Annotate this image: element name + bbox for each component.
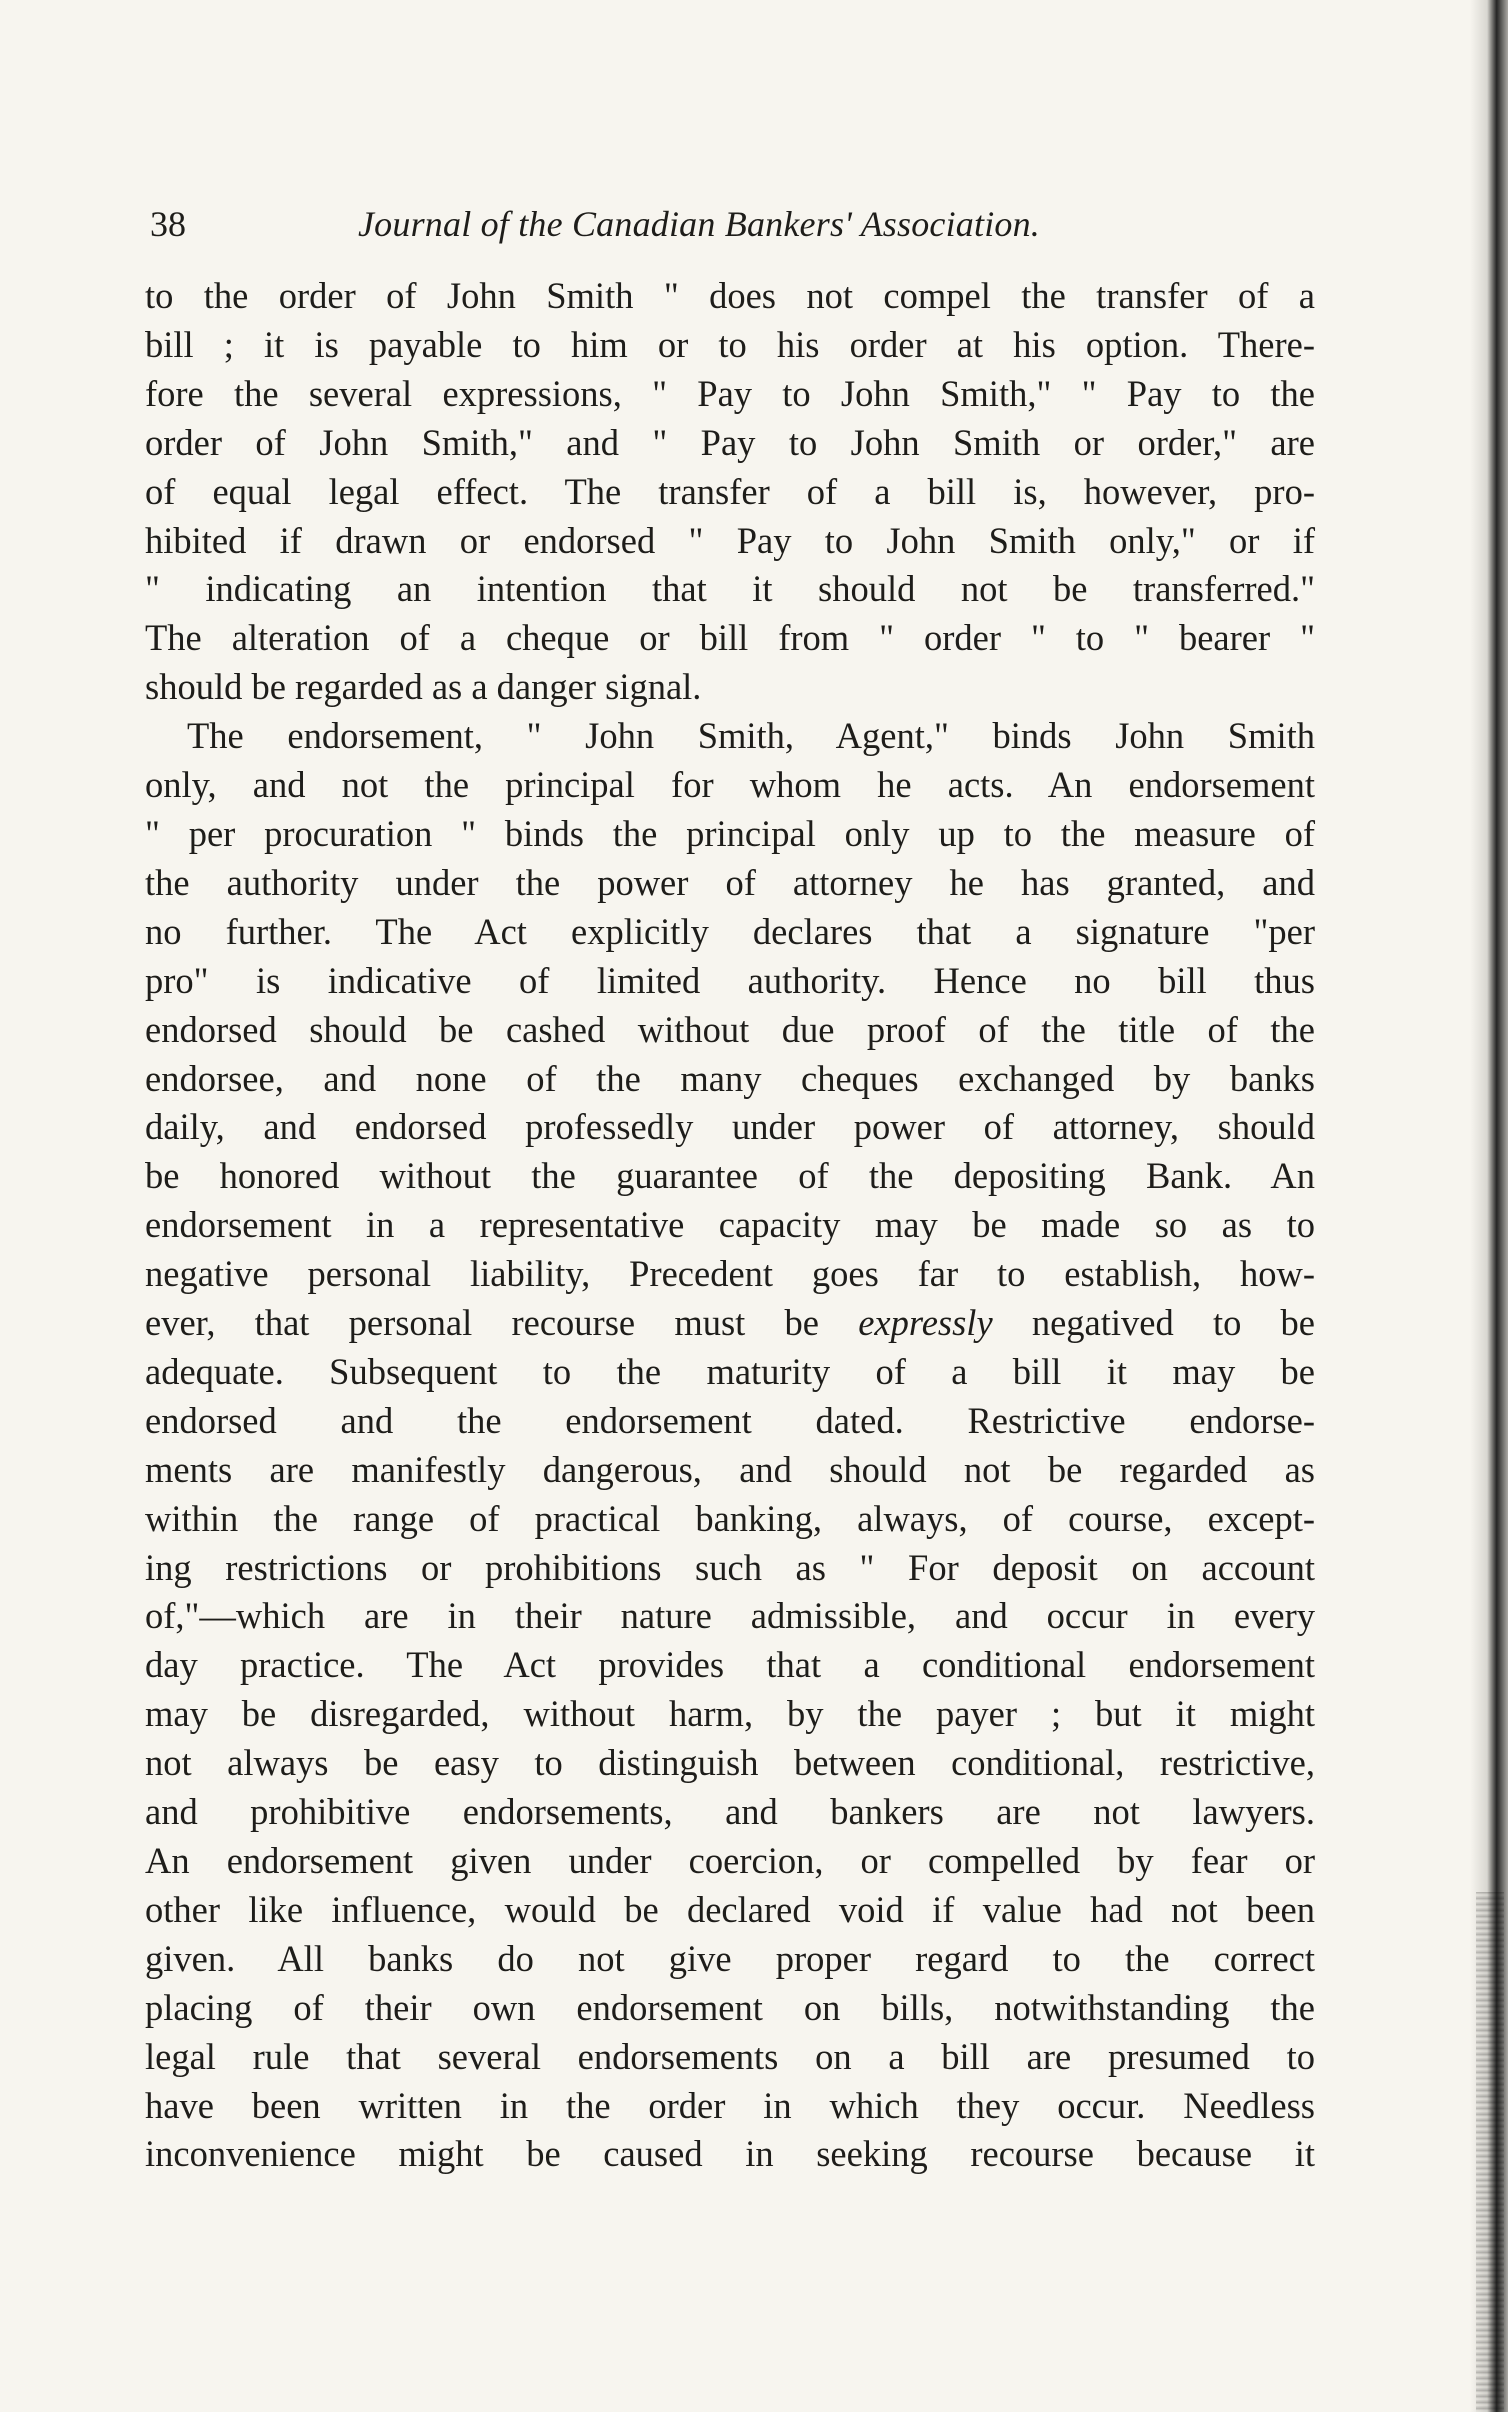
text-line: " per procuration " binds the principal only up to the measure of — [145, 812, 1315, 854]
text-line: have been written in the order in which they occur. Needless — [145, 2084, 1315, 2126]
paragraph-1 — [145, 272, 1315, 712]
text-line: adequate. Subsequent to the maturity of a bill it may be — [145, 1350, 1315, 1392]
text-line: The alteration of a cheque or bill from " order " to " bearer " — [145, 617, 1315, 659]
text-line: no further. The Act explicitly declares that a signature "per — [145, 910, 1315, 952]
text-line: daily, and endorsed professedly under power of attorney, should — [145, 1106, 1315, 1148]
text-run: ever, that personal recourse must be — [145, 1302, 819, 1344]
text-line: hibited if drawn or endorsed " Pay to John Smith only," or if — [145, 519, 1315, 561]
text-line: ing restrictions or prohibitions such as " For deposit on account — [145, 1546, 1315, 1588]
text-run: negatived to be — [1031, 1302, 1316, 1344]
text-line-with-emphasis — [145, 1299, 1315, 1348]
text-line: order of John Smith," and " Pay to John Smith or order," are — [145, 421, 1315, 463]
text-line: may be disregarded, without harm, by the payer ; but it might — [145, 1693, 1315, 1735]
text-line: endorsee, and none of the many cheques exchanged by banks — [145, 1057, 1315, 1099]
text-line: should be regarded as a danger signal. — [145, 666, 702, 708]
text-line: given. All banks do not give proper regard to the correct — [145, 1937, 1315, 1979]
text-line: legal rule that several endorsements on a bill are presumed to — [145, 2035, 1315, 2077]
text-line: day practice. The Act provides that a conditional endorsement — [145, 1644, 1315, 1686]
text-line: not always be easy to distinguish between conditional, restrictive, — [145, 1742, 1315, 1784]
text-line: inconvenience might be caused in seeking recourse because it — [145, 2133, 1315, 2175]
text-line: be honored without the guarantee of the depositing Bank. An — [145, 1155, 1315, 1197]
text-line: endorsed and the endorsement dated. Restrictive endorse- — [145, 1399, 1315, 1441]
text-line: of,"—which are in their nature admissible, and occur in every — [145, 1595, 1315, 1637]
emphasized-word: expressly — [858, 1302, 993, 1344]
text-line: placing of their own endorsement on bills, notwithstanding the — [145, 1986, 1315, 2028]
text-line: endorsement in a representative capacity may be made so as to — [145, 1204, 1315, 1246]
body-text — [145, 272, 1315, 2179]
paragraph-2 — [145, 712, 1315, 2179]
page-spine-shadow — [1470, 0, 1508, 2412]
spine-texture — [1476, 1892, 1504, 2412]
text-line: The endorsement, " John Smith, Agent," binds John Smith — [187, 715, 1315, 757]
text-line: fore the several expressions, " Pay to John Smith," " Pay to the — [145, 372, 1315, 414]
page-number: 38 — [150, 204, 186, 244]
text-line: negative personal liability, Precedent goes far to establish, how- — [145, 1253, 1315, 1295]
text-line: within the range of practical banking, always, of course, except- — [145, 1497, 1315, 1539]
running-title: Journal of the Canadian Bankers' Association. — [358, 204, 1040, 244]
text-line: the authority under the power of attorney he has granted, and — [145, 861, 1315, 903]
text-line: endorsed should be cashed without due proof of the title of the — [145, 1008, 1315, 1050]
text-line: " indicating an intention that it should not be transferred." — [145, 568, 1315, 610]
text-line: An endorsement given under coercion, or compelled by fear or — [145, 1840, 1315, 1881]
text-line: pro" is indicative of limited authority. Hence no bill thus — [145, 959, 1315, 1001]
text-line: only, and not the principal for whom he acts. An endorsement — [145, 764, 1315, 806]
text-line: of equal legal effect. The transfer of a bill is, however, pro- — [145, 470, 1315, 512]
text-line: to the order of John Smith " does not compel the transfer of a — [145, 275, 1315, 316]
page-header — [150, 198, 1310, 250]
text-line: bill ; it is payable to him or to his order at his option. There- — [145, 323, 1315, 365]
text-line: ments are manifestly dangerous, and should not be regarded as — [145, 1448, 1315, 1490]
text-line: and prohibitive endorsements, and bankers are not lawyers. — [145, 1791, 1315, 1833]
text-line: other like influence, would be declared void if value had not been — [145, 1888, 1315, 1930]
